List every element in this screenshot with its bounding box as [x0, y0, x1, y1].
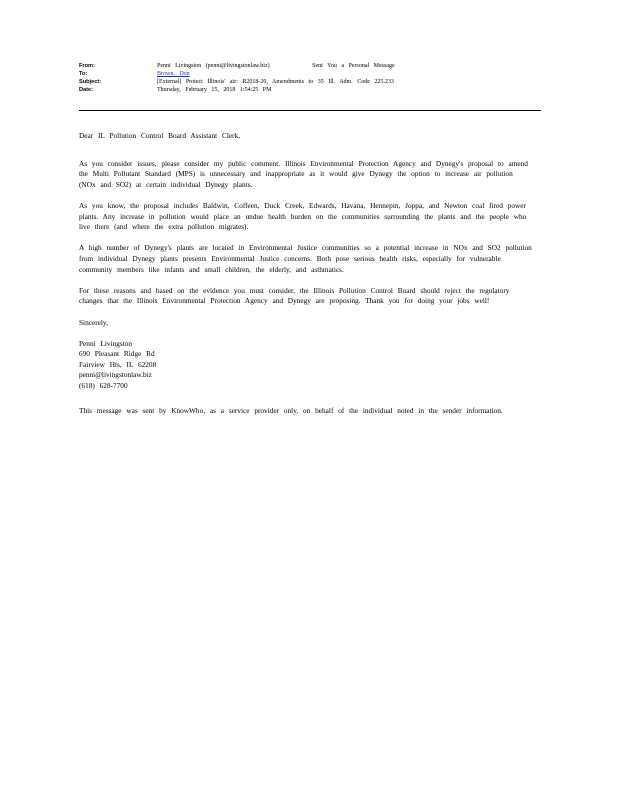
footer-note: This message was sent by KnowWho, as a service provider only, on behalf of the individual noted in the sender information.	[79, 405, 503, 415]
subject-label: Subject:	[79, 79, 102, 85]
from-row	[79, 62, 541, 70]
paragraph-3: A high number of Dynegy's plants are located in Environmental Justice communities so a potential increase in NOx and SO2 pollution from individual Dynegy plants presents Environmental Justice concerns. Both pose serious health risks, especially for vulnerable community members like infants and small children, the elderly, and asthmatics.	[79, 243, 532, 274]
sent-note: Sent You a Personal Message	[312, 63, 395, 69]
greeting: Dear IL Pollution Control Board Assistant Clerk,	[79, 131, 241, 140]
to-label: To:	[79, 71, 88, 77]
paragraph-1: As you consider issues, please consider my public comment. Illinois Environmental Protection Agency and Dynegy's proposal to amend the Multi Pollutant Standard (MPS) is unnecessary and inappropriate as it would give Dynegy the option to increase air pollution (NOx and SO2) at certain individual Dynegy plants.	[79, 158, 528, 189]
paragraph-2: As you know, the proposal includes Baldwin, Coffeen, Duck Creek, Edwards, Havana, Hennepin, Joppa, and Newton coal fired power plants. Any increase in pollution would place an undue health burden on the communities surrounding the plants and the people who live there (and where the extra pollution migrates).	[79, 200, 527, 232]
to-row	[79, 70, 541, 78]
to-recipient-link[interactable]: Brown, Don	[157, 71, 190, 77]
from-label: From:	[79, 63, 95, 69]
signature-phone: (618) 628-7700	[79, 381, 128, 391]
signature-email: penni@livingstonlaw.biz	[79, 370, 152, 380]
signature-name: Penni Livingston	[79, 338, 133, 348]
subject-value: [External] Protect Illinois' air: R2018-20, Amendments to 35 Ill. Adm. Code 225.233	[157, 79, 394, 85]
closing: Sincerely,	[79, 317, 108, 327]
signature-city: Fairview Hts, IL 62208	[79, 359, 157, 369]
from-value: Penni Livingston (penni@livingstonlaw.biz)	[157, 63, 270, 69]
header-divider	[79, 110, 541, 111]
date-row	[79, 86, 541, 94]
email-header	[79, 62, 541, 94]
letter-body	[79, 131, 534, 427]
paragraph-4: For these reasons and based on the evidence you must consider, the Illinois Pollution Control Board should reject the regulatory changes that the Illinois Environmental Protection Agency and Dynegy are proposing. Thank you for doing your jobs well!	[79, 285, 510, 306]
signature-street: 690 Pleasant Ridge Rd	[79, 349, 155, 359]
date-value: Thursday, February 15, 2018 1:54:25 PM	[157, 87, 272, 93]
subject-row	[79, 78, 541, 86]
signature-block	[79, 339, 534, 392]
date-label: Date:	[79, 87, 93, 93]
